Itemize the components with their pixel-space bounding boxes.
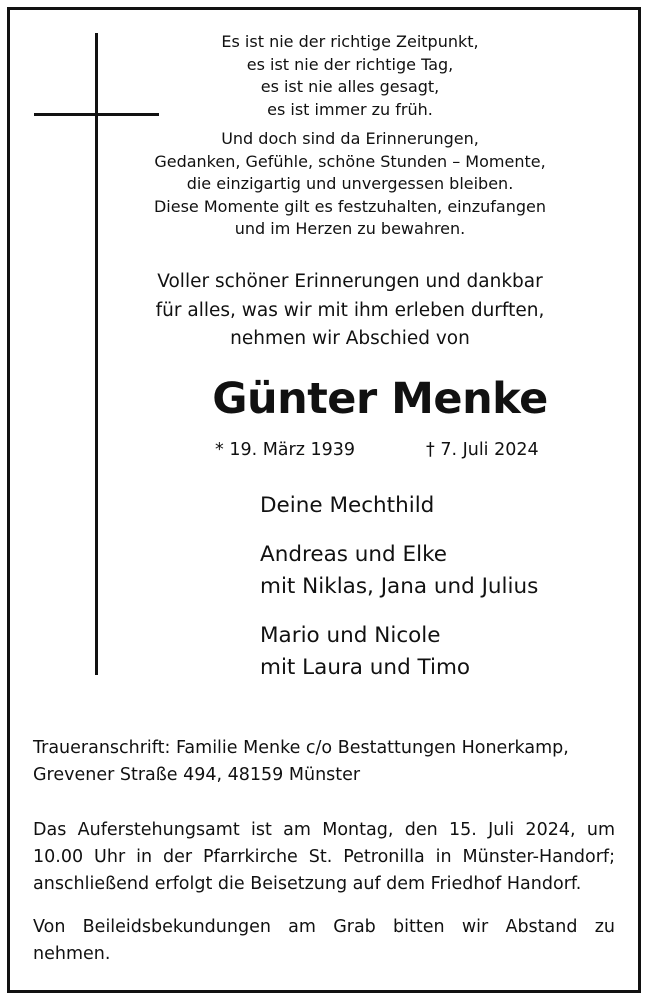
poem-line: Es ist nie der richtige Zeitpunkt, [221,32,479,51]
poem-stanza-2 [150,128,550,241]
poem-line: die einzigartig und unvergessen bleiben. [186,174,514,193]
condolence-text: Von Beileidsbekundungen am Grab bitten wir Abstand zu nehmen. [33,917,615,964]
mourner-line: Andreas und Elke [260,542,447,567]
poem-line: Und doch sind da Erinnerungen, [221,129,479,148]
poem-line: Diese Momente gilt es festzuhalten, einzufangen [153,196,547,216]
service-text: Das Auferstehungsamt ist am Montag, den 15. Juli 2024, um 10.00 Uhr in der Pfarrkirche St. Petronilla in Münster-Handorf; anschließend erfolgt die Beisetzung auf dem Friedhof Handorf. [33,820,615,894]
birth-date: * 19. März 1939 [215,440,356,460]
cross-icon-vertical [95,33,98,675]
address-line: Grevener Straße 494, 48159 Münster [33,765,361,785]
poem-line: Gedanken, Gefühle, schöne Stunden – Momente, [154,151,546,171]
poem-line: es ist nie alles gesagt, [260,77,440,96]
mourner-line: mit Laura und Timo [260,655,471,680]
condolence-note [33,914,615,968]
mourner-group [260,490,434,522]
poem-line: es ist nie der richtige Tag, [246,54,454,74]
poem-line: und im Herzen zu bewahren. [234,219,466,238]
intro-line: Voller schöner Erinnerungen und dankbar [157,271,543,292]
address-line: Traueranschrift: Familie Menke c/o Bestattungen Honerkamp, [33,738,569,758]
mourner-line: Mario und Nicole [260,623,441,648]
intro-line: für alles, was wir mit ihm erleben durften, [155,299,545,321]
poem-line: es ist immer zu früh. [267,99,433,119]
mourner-line: Deine Mechthild [260,493,435,518]
mourner-group [260,539,538,603]
poem-stanza-1 [150,31,550,121]
funeral-service-info [33,817,615,898]
intro-line: nehmen wir Abschied von [230,328,470,349]
mourning-address [33,735,615,789]
cross-icon-horizontal [34,113,159,116]
mourner-group [260,620,470,684]
mourner-line: mit Niklas, Jana und Julius [260,574,539,599]
farewell-intro [130,268,570,354]
deceased-name: Günter Menke [212,374,548,424]
death-date: † 7. Juli 2024 [426,440,539,460]
